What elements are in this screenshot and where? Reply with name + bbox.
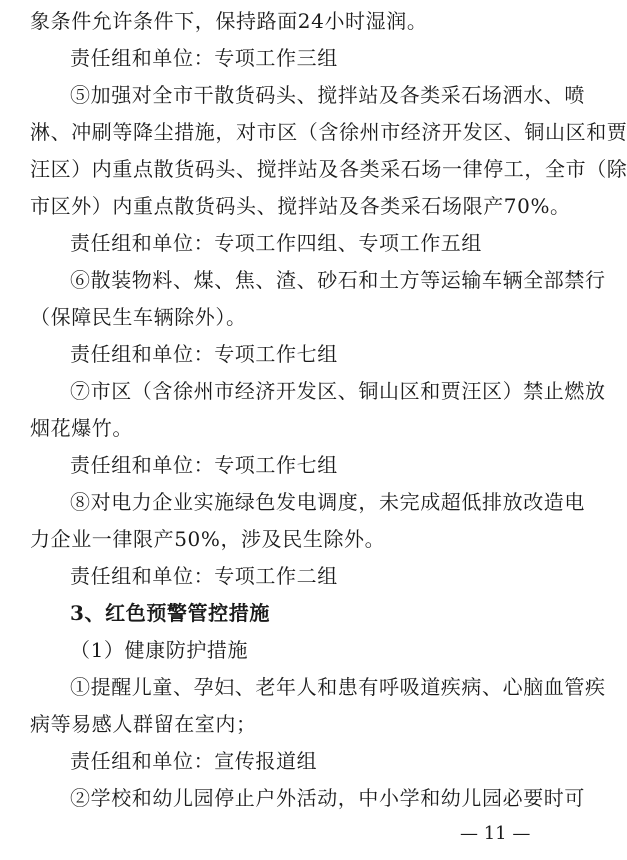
measure-item-2: ②学校和幼儿园停止户外活动，中小学和幼儿园必要时可	[70, 786, 585, 810]
page-number: — 11 —	[460, 823, 531, 844]
text-line: 市区外）内重点散货码头、搅拌站及各类采石场限产70%。	[30, 194, 571, 218]
text-line: 淋、冲刷等降尘措施，对市区（含徐州市经济开发区、铜山区和贾	[30, 120, 627, 144]
responsibility-line: 责任组和单位：专项工作二组	[70, 564, 338, 588]
responsibility-line: 责任组和单位：专项工作三组	[70, 46, 338, 70]
measure-item-5: ⑤加强对全市干散货码头、搅拌站及各类采石场洒水、喷	[70, 83, 585, 107]
text-line: 烟花爆竹。	[30, 416, 133, 440]
responsibility-line: 责任组和单位：专项工作七组	[70, 342, 338, 366]
text-line: 象条件允许条件下，保持路面24小时湿润。	[30, 9, 428, 33]
text-line: 病等易感人群留在室内；	[30, 712, 257, 736]
section-heading: 3、红色预警管控措施	[70, 601, 270, 625]
responsibility-line: 责任组和单位：专项工作七组	[70, 453, 338, 477]
text-line: 汪区）内重点散货码头、搅拌站及各类采石场一律停工，全市（除	[30, 157, 627, 181]
subsection-heading: （1）健康防护措施	[70, 638, 249, 662]
measure-item-7: ⑦市区（含徐州市经济开发区、铜山区和贾汪区）禁止燃放	[70, 379, 606, 403]
measure-item-8: ⑧对电力企业实施绿色发电调度，未完成超低排放改造电	[70, 490, 585, 514]
responsibility-line: 责任组和单位：宣传报道组	[70, 749, 318, 773]
responsibility-line: 责任组和单位：专项工作四组、专项工作五组	[70, 231, 482, 255]
measure-item-6: ⑥散装物料、煤、焦、渣、砂石和土方等运输车辆全部禁行	[70, 268, 606, 292]
text-line: （保障民生车辆除外）。	[30, 305, 247, 329]
text-line: 力企业一律限产50%，涉及民生除外。	[30, 527, 386, 551]
measure-item-1: ①提醒儿童、孕妇、老年人和患有呼吸道疾病、心脑血管疾	[70, 675, 606, 699]
